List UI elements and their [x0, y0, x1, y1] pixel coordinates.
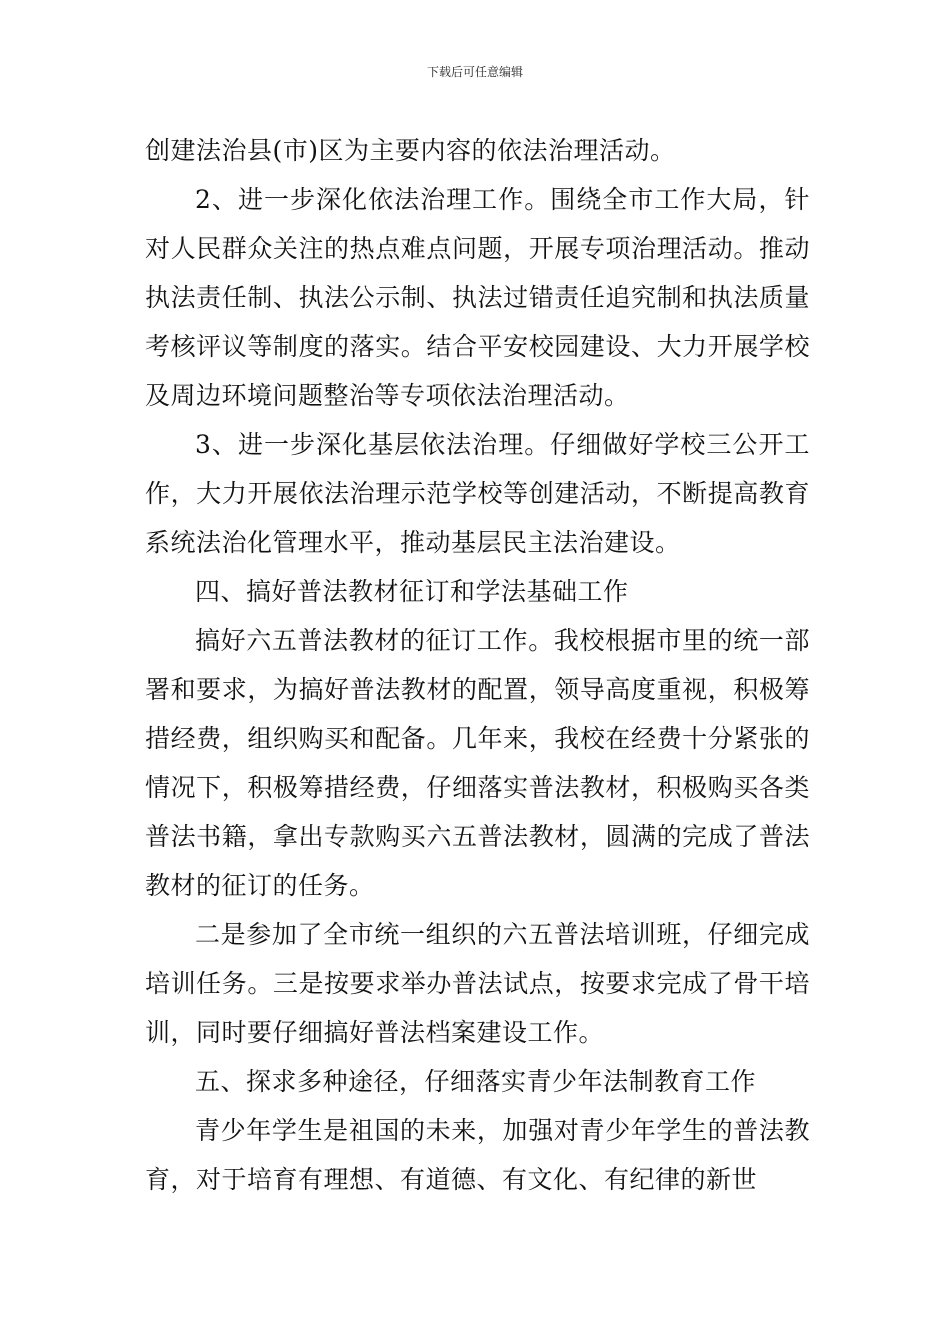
- document-body: [145, 126, 810, 1204]
- section-heading: 五、探求多种途径，仔细落实青少年法制教育工作: [195, 1067, 757, 1096]
- paragraph: 青少年学生是祖国的未来，加强对青少年学生的普法教育，对于培育有理想、有道德、有文化、有纪律的新世: [145, 1116, 810, 1194]
- page-header: 下载后可任意编辑: [426, 65, 523, 79]
- paragraph: 二是参加了全市统一组织的六五普法培训班，仔细完成培训任务。三是按要求举办普法试点，按要求完成了骨干培训，同时要仔细搞好普法档案建设工作。: [145, 920, 810, 1047]
- paragraph: 2、进一步深化依法治理工作。围绕全市工作大局，针对人民群众关注的热点难点问题，开展专项治理活动。推动执法责任制、执法公示制、执法过错责任追究制和执法质量考核评议等制度的落实。结合平安校园建设、大力开展学校及周边环境问题整治等专项依法治理活动。: [145, 185, 810, 410]
- paragraph: 3、进一步深化基层依法治理。仔细做好学校三公开工作，大力开展依法治理示范学校等创建活动，不断提高教育系统法治化管理水平，推动基层民主法治建设。: [145, 430, 810, 557]
- paragraph: 搞好六五普法教材的征订工作。我校根据市里的统一部署和要求，为搞好普法教材的配置，领导高度重视，积极筹措经费，组织购买和配备。几年来，我校在经费十分紧张的情况下，积极筹措经费，仔细落实普法教材，积极购买各类普法书籍，拿出专款购买六五普法教材，圆满的完成了普法教材的征订的任务。: [145, 626, 810, 900]
- paragraph: 创建法治县(市)区为主要内容的依法治理活动。: [145, 136, 676, 165]
- section-heading: 四、搞好普法教材征订和学法基础工作: [195, 577, 629, 606]
